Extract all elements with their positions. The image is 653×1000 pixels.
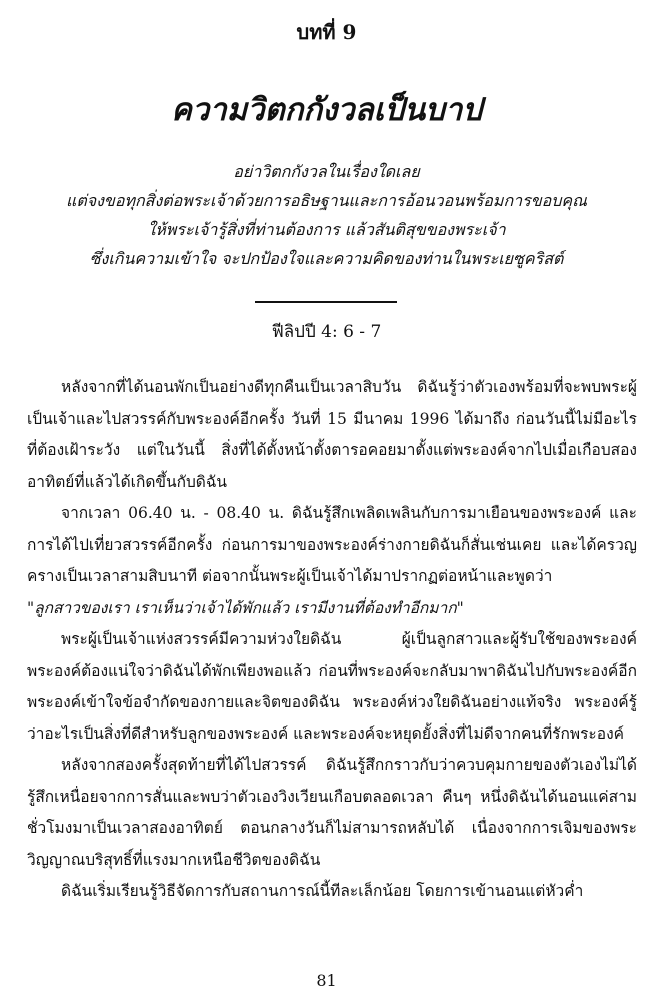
chapter-title: ความวิตกกังวลเป็นบาป <box>171 92 482 128</box>
scripture-reference: ฟีลิปปี 4: 6 - 7 <box>271 322 382 342</box>
paragraph: ดิฉันเริ่มเรียนรู้วิธีจัดการกับสถานการณ์นี้ทีละเล็กน้อย โดยการเข้านอนแต่หัวค่ำ <box>61 882 584 900</box>
epigraph-line: แต่จงขอทุกสิ่งต่อพระเจ้าด้วยการอธิษฐานและการอ้อนวอนพร้อมการขอบคุณ <box>66 191 587 210</box>
paragraph <box>27 498 637 624</box>
paragraph: พระผู้เป็นเจ้าแห่งสวรรค์มีความห่วงใยดิฉัน ผู้เป็นลูกสาวและผู้รับใช้ของพระองค์ พระองค์ต้องแน่ใจว่าดิฉันได้พักเพียงพอแล้ว ก่อนที่พระองค์จะกลับมาพาดิฉันไปกับพระองค์อีก พระองค์เข้าใจข้อจำกัดของกายและจิตของดิฉัน พระองค์ห่วงใยดิฉันอย่างแท้จริง พระองค์รู้ว่าอะไรเป็นสิ่งที่ดีสำหรับลูกของพระองค์ และพระองค์จะหยุดยั้งสิ่งที่ไม่ดีจากคนที่รักพระองค์ <box>27 630 637 743</box>
paragraph: หลังจากสองครั้งสุดท้ายที่ได้ไปสวรรค์ ดิฉันรู้สึกกราวกับว่าควบคุมกายของตัวเองไม่ได้ รู้สึกเหนื่อยจากการสั่นและพบว่าตัวเองวิงเวียนเกือบตลอดเวลา คืนๆ หนึ่งดิฉันได้นอนแค่สามชั่วโมงมาเป็นเวลาสองอาทิตย์ ตอนกลางวันก็ไม่สามารถหลับได้ เนื่องจากการเจิมของพระวิญญาณบริสุทธิ์ที่แรงมากเหนือชีวิตของดิฉัน <box>27 756 637 869</box>
body-text <box>27 372 637 908</box>
paragraph-text: จากเวลา 06.40 น. - 08.40 น. ดิฉันรู้สึกเพลิดเพลินกับการมาเยือนของพระองค์ และการได้ไปเที่ยวสวรรค์อีกครั้ง ก่อนการมาของพระองค์ร่างกายดิฉันก็สั่นเช่นเคย และได้ครวญครางเป็นเวลาสามสิบนาที ต่อจากนั้นพระผู้เป็นเจ้าได้มาปรากฏต่อหน้าและพูดว่า <box>27 504 637 585</box>
paragraph: หลังจากที่ได้นอนพักเป็นอย่างดีทุกคืนเป็นเวลาสิบวัน ดิฉันรู้ว่าตัวเองพร้อมที่จะพบพระผู้เป็นเจ้าและไปสวรรค์กับพระองค์อีกครั้ง วันที่ 15 มีนาคม 1996 ได้มาถึง ก่อนวันนี้ไม่มีอะไรที่ต้องเฝ้าระวัง แต่ในวันนี้ สิ่งที่ได้ตั้งหน้าตั้งตารอคอยมาตั้งแต่พระองค์จากไปเมื่อเกือบสองอาทิตย์ที่แล้วได้เกิดขึ้นกับดิฉัน <box>27 378 637 491</box>
divider-rule <box>255 301 397 303</box>
quote: "ลูกสาวของเรา เราเห็นว่าเจ้าได้พักแล้ว เรามีงานที่ต้องทำอีกมาก" <box>27 598 464 617</box>
chapter-label: บทที่ 9 <box>296 20 357 44</box>
epigraph-line: อย่าวิตกกังวลในเรื่องใดเลย <box>233 162 420 181</box>
epigraph-line: ซึ่งเกินความเข้าใจ จะปกป้องใจและความคิดของท่านในพระเยซูคริสต์ <box>89 249 564 268</box>
page-number: 81 <box>316 971 337 990</box>
epigraph <box>0 157 653 273</box>
epigraph-line: ให้พระเจ้ารู้สิ่งที่ท่านต้องการ แล้วสันติสุขของพระเจ้า <box>147 220 506 239</box>
